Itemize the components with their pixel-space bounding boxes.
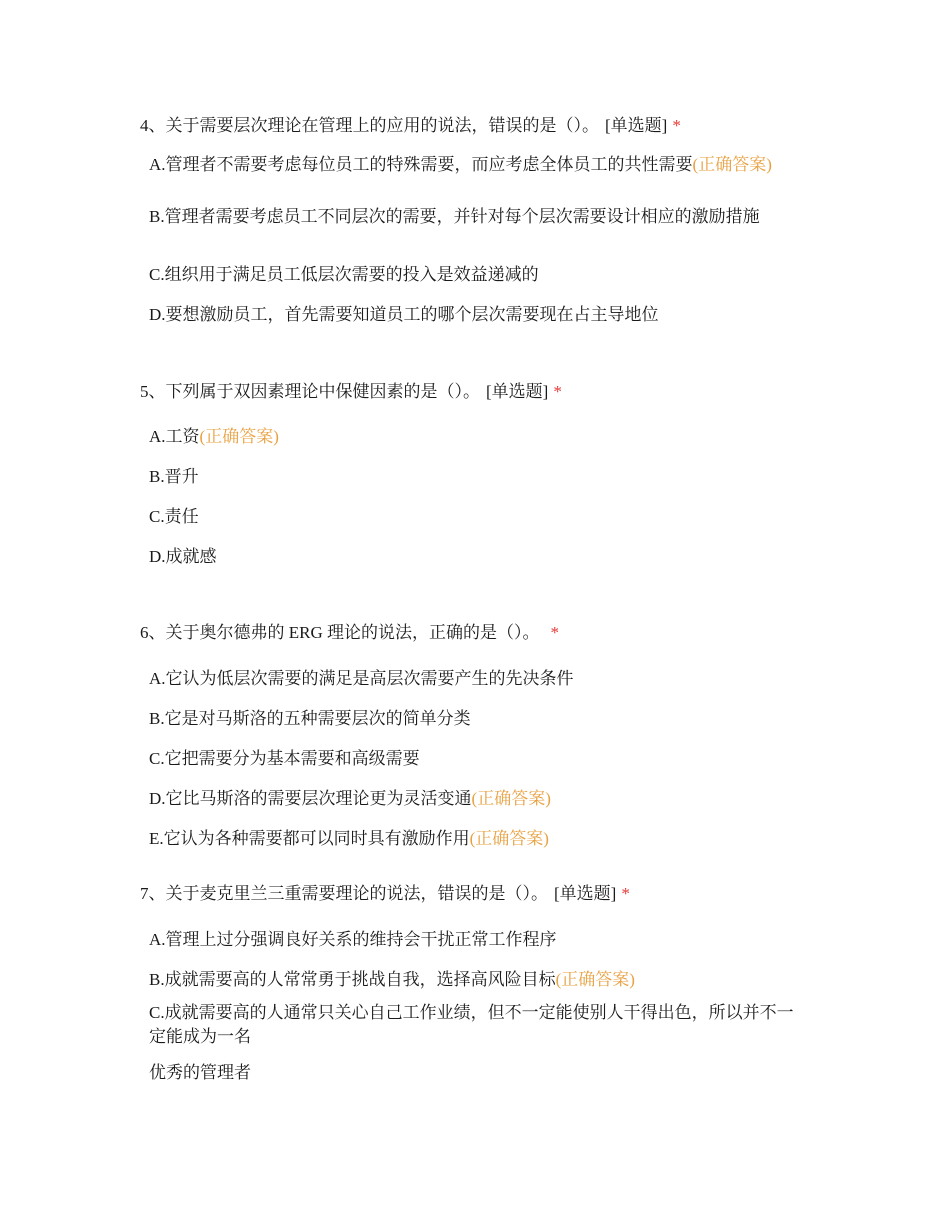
option-text: A.它认为低层次需要的满足是高层次需要产生的先决条件: [149, 669, 574, 688]
option-6b[interactable]: [149, 707, 804, 731]
option-text: B.晋升: [149, 467, 199, 486]
option-text: D.它比马斯洛的需要层次理论更为灵活变通: [149, 789, 472, 808]
option-4b[interactable]: [149, 205, 804, 229]
question-text: 4、关于需要层次理论在管理上的应用的说法，错误的是（）。: [140, 116, 599, 135]
question-4-title: [140, 115, 681, 137]
required-marker: *: [621, 884, 630, 903]
option-7c[interactable]: [149, 1001, 804, 1049]
option-text: 优秀的管理者: [149, 1063, 251, 1082]
correct-answer-tag: (正确答案): [199, 427, 279, 446]
option-5c[interactable]: [149, 505, 804, 529]
option-text: A.工资: [149, 427, 200, 446]
option-6a[interactable]: [149, 667, 804, 691]
question-text: 5、下列属于双因素理论中保健因素的是（）。: [140, 382, 480, 401]
question-type: [单选题]: [554, 884, 617, 903]
option-text: C.成就需要高的人通常只关心自己工作业绩，但不一定能使别人干得出色，所以并不一定能成为一名: [149, 1003, 794, 1046]
question-6-title: [140, 622, 559, 644]
required-marker: *: [550, 623, 559, 642]
option-text: D.要想激励员工，首先需要知道员工的哪个层次需要现在占主导地位: [149, 305, 659, 324]
correct-answer-tag: (正确答案): [469, 829, 549, 848]
correct-answer-tag: (正确答案): [555, 970, 635, 989]
option-4d[interactable]: [149, 303, 804, 327]
option-6e[interactable]: [149, 827, 804, 851]
option-text: B.管理者需要考虑员工不同层次的需要，并针对每个层次需要设计相应的激励措施: [149, 207, 760, 226]
option-text: E.它认为各种需要都可以同时具有激励作用: [149, 829, 470, 848]
option-7a[interactable]: [149, 928, 804, 952]
option-6c[interactable]: [149, 747, 804, 771]
required-marker: *: [672, 116, 681, 135]
option-text: A.管理上过分强调良好关系的维持会干扰正常工作程序: [149, 930, 557, 949]
option-text: C.组织用于满足员工低层次需要的投入是效益递减的: [149, 265, 539, 284]
correct-answer-tag: (正确答案): [471, 789, 551, 808]
option-text: B.成就需要高的人常常勇于挑战自我，选择高风险目标: [149, 970, 556, 989]
question-type: [单选题]: [605, 116, 668, 135]
option-4a[interactable]: [149, 153, 804, 177]
option-text: D.成就感: [149, 547, 217, 566]
option-5b[interactable]: [149, 465, 804, 489]
option-4c[interactable]: [149, 263, 804, 287]
option-text: C.责任: [149, 507, 199, 526]
question-5-title: [140, 381, 562, 403]
option-text: A.管理者不需要考虑每位员工的特殊需要，而应考虑全体员工的共性需要: [149, 155, 693, 174]
option-5d[interactable]: [149, 545, 804, 569]
question-type: [单选题]: [486, 382, 549, 401]
option-5a[interactable]: [149, 425, 804, 449]
option-7b[interactable]: [149, 968, 804, 992]
question-7-title: [140, 883, 630, 905]
option-7c-continuation: [149, 1061, 804, 1085]
option-text: B.它是对马斯洛的五种需要层次的简单分类: [149, 709, 471, 728]
question-text: 7、关于麦克里兰三重需要理论的说法，错误的是（）。: [140, 884, 548, 903]
question-text: 6、关于奥尔德弗的 ERG 理论的说法，正确的是（）。: [140, 623, 540, 642]
option-text: C.它把需要分为基本需要和高级需要: [149, 749, 420, 768]
required-marker: *: [553, 382, 562, 401]
correct-answer-tag: (正确答案): [692, 155, 772, 174]
option-6d[interactable]: [149, 787, 804, 811]
